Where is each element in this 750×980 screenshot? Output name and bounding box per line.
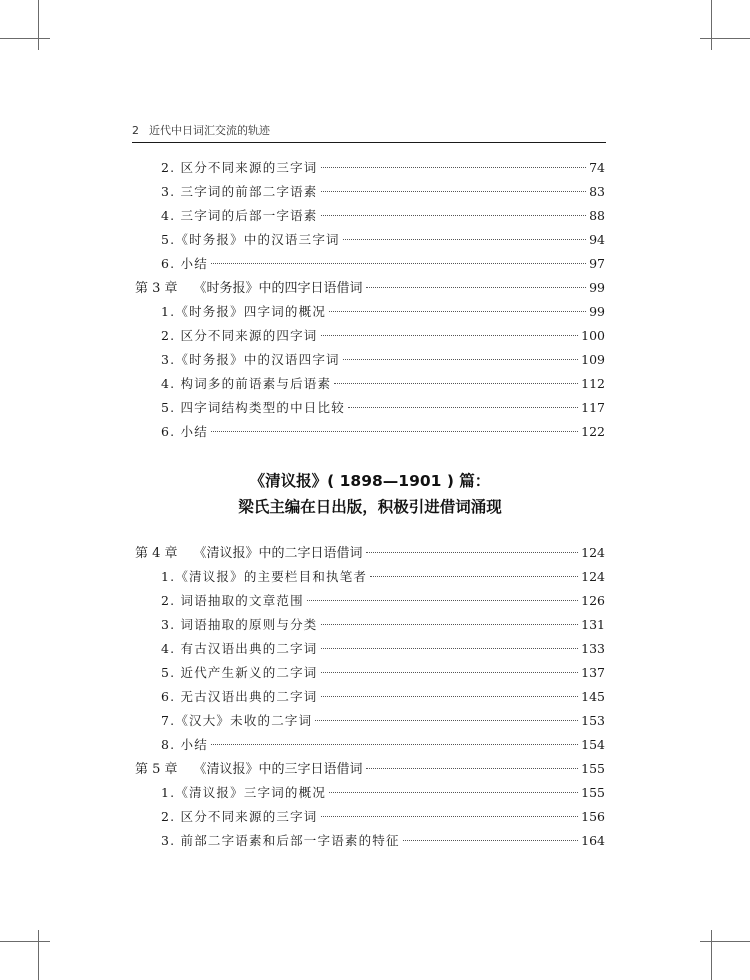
toc-entry-label [161,685,318,709]
crop-mark [711,930,712,980]
dot-leader [366,552,579,553]
crop-mark [711,0,712,50]
toc-entry-title: 《时务报》中的四字日语借词 [193,281,363,296]
toc-section-entry[interactable] [135,180,605,204]
toc-section-entry[interactable] [135,204,605,228]
toc-section-entry[interactable] [135,300,605,324]
dot-leader [321,191,587,192]
section-title-line2: 梁氏主编在日出版，积极引进借词涌现 [238,498,502,516]
running-header [132,122,270,138]
toc-page-number: 117 [581,400,605,415]
toc-section-entry[interactable] [135,420,605,444]
toc-list-bottom [135,541,605,853]
toc-page-number: 156 [581,809,605,824]
toc-list-top [135,156,605,444]
toc-page-number: 145 [581,689,605,704]
toc-entry-title: 《清议报》中的三字日语借词 [193,762,363,777]
toc-entry-label [161,396,345,420]
toc-entry-title: 4. 有古汉语出典的二字词 [161,641,318,656]
toc-section-entry[interactable] [135,396,605,420]
chapter-number: 第 3 章 [135,281,178,296]
toc-entry-label [161,372,331,396]
toc-section-entry[interactable] [135,589,605,613]
dot-leader [211,431,578,432]
toc-section-entry[interactable] [135,637,605,661]
dot-leader [366,768,579,769]
toc-entry-title: 3. 词语抽取的原则与分类 [161,617,318,632]
dot-leader [334,383,578,384]
dot-leader [366,287,587,288]
toc-entry-label [161,589,304,613]
toc-section-entry[interactable] [135,709,605,733]
toc-entry-label [161,324,318,348]
toc-page-number: 94 [589,232,605,247]
toc-entry-label [161,228,340,252]
header-rule [132,142,606,143]
dot-leader [348,407,578,408]
toc-entry-title: 2. 区分不同来源的四字词 [161,328,318,343]
toc-entry-label [161,156,318,180]
toc-entry-title: 2. 区分不同来源的三字词 [161,160,318,175]
toc-section-entry[interactable] [135,228,605,252]
crop-mark [38,930,39,980]
toc-entry-title: 6. 小结 [161,424,208,439]
dot-leader [329,792,578,793]
dot-leader [321,335,579,336]
toc-page-number: 131 [581,617,605,632]
toc-entry-title: 3. 前部二字语素和后部一字语素的特征 [161,833,400,848]
toc-entry-title: 1.《清议报》三字词的概况 [161,785,327,800]
toc-entry-title: 5.《时务报》中的汉语三字词 [161,232,340,247]
toc-section-entry[interactable] [135,781,605,805]
toc-page-number: 112 [581,376,605,391]
running-title: 近代中日词汇交流的轨迹 [149,124,270,137]
toc-page-number: 83 [589,184,605,199]
toc-page-number: 155 [581,785,605,800]
crop-mark [0,941,50,942]
section-title-line1: 《清议报》( 1898—1901 ) 篇： [249,472,491,490]
toc-entry-title: 5. 近代产生新义的二字词 [161,665,318,680]
toc-page-number: 74 [589,160,605,175]
toc-entry-label [161,781,326,805]
page-number: 2 [132,124,139,137]
toc-section-entry[interactable] [135,348,605,372]
toc-chapter-entry[interactable] [135,541,605,565]
dot-leader [307,600,578,601]
toc-page-number: 154 [581,737,605,752]
toc-entry-title: 6. 小结 [161,256,208,271]
toc-page-number: 99 [589,304,605,319]
toc-entry-title: 8. 小结 [161,737,208,752]
toc-entry-label [161,565,367,589]
toc-entry-label [161,348,340,372]
toc-entry-title: 3. 三字词的前部二字语素 [161,184,318,199]
toc-entry-label [161,204,318,228]
toc-page-number: 109 [581,352,605,367]
crop-mark [700,941,750,942]
toc-page-number: 122 [581,424,605,439]
toc-section-entry[interactable] [135,661,605,685]
crop-mark [38,0,39,50]
section-title [135,468,605,520]
toc-entry-label [161,637,318,661]
dot-leader [321,624,579,625]
toc-page-number: 99 [589,280,605,295]
toc-entry-label [135,542,363,566]
toc-entry-label [161,252,208,276]
toc-chapter-entry[interactable] [135,757,605,781]
toc-section-entry[interactable] [135,156,605,180]
toc-page-number: 124 [581,569,605,584]
toc-page-number: 137 [581,665,605,680]
toc-entry-label [135,758,363,782]
toc-section-entry[interactable] [135,685,605,709]
toc-page-number: 133 [581,641,605,656]
toc-entry-title: 3.《时务报》中的汉语四字词 [161,352,340,367]
dot-leader [211,263,586,264]
toc-entry-title: 5. 四字词结构类型的中日比较 [161,400,345,415]
dot-leader [403,840,578,841]
toc-entry-title: 《清议报》中的二字日语借词 [193,546,363,561]
dot-leader [321,816,579,817]
toc-entry-title: 2. 区分不同来源的三字词 [161,809,318,824]
toc-entry-title: 4. 三字词的后部一字语素 [161,208,318,223]
toc-section-entry[interactable] [135,613,605,637]
toc-entry-label [161,829,400,853]
dot-leader [321,167,587,168]
toc-page-number: 100 [581,328,605,343]
dot-leader [321,215,587,216]
toc-entry-label [135,277,363,301]
toc-entry-label [161,180,318,204]
toc-entry-label [161,613,318,637]
toc-entry-label [161,300,326,324]
toc-entry-label [161,733,208,757]
toc-section-entry[interactable] [135,805,605,829]
toc-page-number: 153 [581,713,605,728]
toc-page-number: 97 [589,256,605,271]
crop-mark [0,38,50,39]
toc-section-entry[interactable] [135,565,605,589]
dot-leader [321,672,579,673]
toc-entry-title: 2. 词语抽取的文章范围 [161,593,304,608]
toc-entry-label [161,709,312,733]
toc-section-entry[interactable] [135,733,605,757]
toc-section-entry[interactable] [135,372,605,396]
toc-section-entry[interactable] [135,252,605,276]
toc-page-number: 155 [581,761,605,776]
toc-entry-label [161,661,318,685]
dot-leader [321,696,579,697]
toc-section-entry[interactable] [135,829,605,853]
dot-leader [370,576,578,577]
toc-chapter-entry[interactable] [135,276,605,300]
dot-leader [321,648,579,649]
toc-page-number: 124 [581,545,605,560]
toc-entry-title: 7.《汉大》未收的二字词 [161,713,313,728]
toc-page-number: 126 [581,593,605,608]
crop-mark [700,38,750,39]
toc-page-number: 88 [589,208,605,223]
chapter-number: 第 4 章 [135,546,178,561]
toc-entry-title: 1.《清议报》的主要栏目和执笔者 [161,569,368,584]
dot-leader [329,311,586,312]
toc-entry-title: 4. 构词多的前语素与后语素 [161,376,332,391]
dot-leader [211,744,578,745]
toc-entry-label [161,805,318,829]
toc-page-number: 164 [581,833,605,848]
dot-leader [315,720,578,721]
dot-leader [343,359,578,360]
toc-entry-title: 1.《时务报》四字词的概况 [161,304,327,319]
chapter-number: 第 5 章 [135,762,178,777]
toc-section-entry[interactable] [135,324,605,348]
toc-entry-title: 6. 无古汉语出典的二字词 [161,689,318,704]
toc-entry-label [161,420,208,444]
dot-leader [343,239,586,240]
